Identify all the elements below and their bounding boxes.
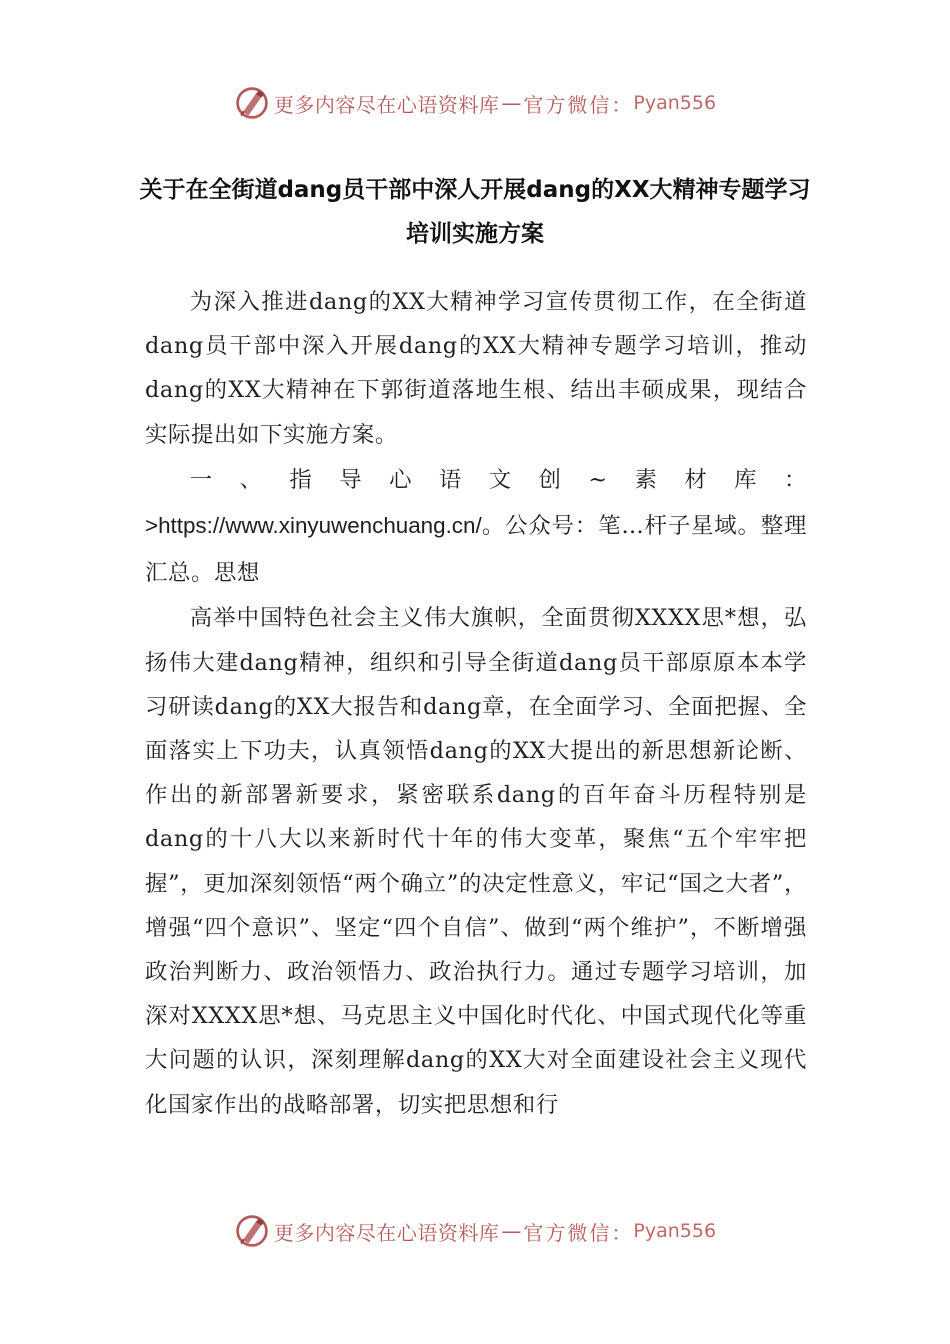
intro-paragraph: 为深入推进dang的XX大精神学习宣传贯彻工作，在全街道dang员干部中深入开展dang的XX大精神专题学习培训，推动dang的XX大精神在下郭街道落地生根、结出丰硕成果，现结合实际提出如下实施方案。 [145,289,807,448]
banner-dash: — [501,91,522,115]
section-heading-suffix: 。公众号：笔…杆子星域。整理汇总。思想 [145,513,807,586]
banner-contact-label: 官方微信： [523,1220,634,1245]
document-title: 关于在全街道dang员干部中深人开展dang的XX大精神专题学习培训实施方案 [139,177,811,247]
banner-contact-id: Pyan556 [633,1220,717,1242]
banner-library-text: 更多内容尽在心语资料库 [273,92,500,117]
footer-watermark-banner [0,1209,950,1253]
section-heading-prefix: 一、指导心语文创~素材库： [189,466,807,493]
banner-library-text: 更多内容尽在心语资料库 [273,1220,500,1245]
banner-contact-id: Pyan556 [633,92,717,114]
banner-contact-label: 官方微信： [523,92,634,117]
section-heading-paragraph [145,457,807,597]
section-heading-url: >https://www.xinyuwenchuang.cn/ [145,513,482,539]
banner-dash: — [501,1219,522,1243]
document-body [145,280,807,1127]
pen-nib-circle-icon [234,85,270,121]
guiding-thought-paragraph: 高举中国特色社会主义伟大旗帜，全面贯彻XXXX思*想，弘扬伟大建dang精神，组织和引导全街道dang员干部原原本本学习研读dang的XX大报告和dang章，在全面学习、全面把握、全面落实上下功夫，认真领悟dang的XX大提出的新思想新论断、作出的新部署新要求，紧密联系dang的百年奋斗历程特别是dang的十八大以来新时代十年的伟大变革，聚焦“五个牢牢把握”，更加深刻领悟“两个确立”的决定性意义，牢记“国之大者”，增强“四个意识”、坚定“四个自信”、做到“两个维护”，不断增强政治判断力、政治领悟力、政治执行力。通过专题学习培训，加深对XXXX思*想、马克思主义中国化时代化、中国式现代化等重大问题的认识，深刻理解dang的XX大对全面建设社会主义现代化国家作出的战略部署，切实把思想和行 [145,605,807,1118]
header-watermark-banner [0,81,950,125]
pen-nib-circle-icon [234,1213,270,1249]
